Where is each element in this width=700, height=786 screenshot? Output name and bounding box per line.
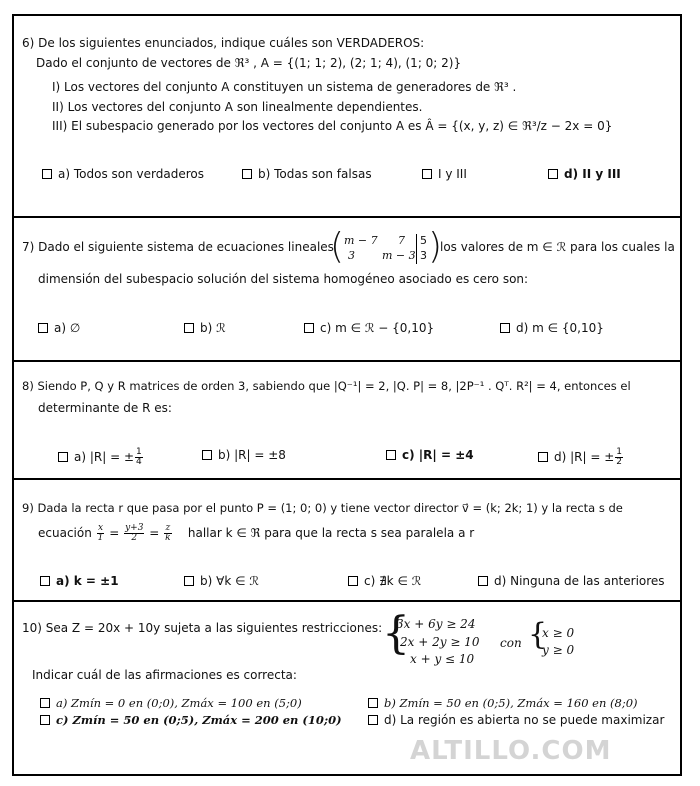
q10-option-b[interactable]: b) Zmín = 50 en (0;5), Zmáx = 160 en (8;0) (368, 696, 638, 710)
checkbox-icon[interactable] (42, 169, 52, 179)
matrix-cell: m − 7 (344, 234, 378, 247)
checkbox-icon[interactable] (58, 452, 68, 462)
constraint-1: 3x + 6y ≥ 24 (396, 617, 476, 631)
q9-option-b[interactable]: b) ∀k ∈ ℛ (184, 574, 259, 588)
q6-statement-1: I) Los vectores del conjunto A constituyen un sistema de generadores de ℜ³ . (52, 80, 517, 94)
q7-option-b[interactable]: b) ℛ (184, 321, 226, 335)
q10-option-a[interactable]: a) Zmín = 0 en (0;0), Zmáx = 100 en (5;0) (40, 696, 302, 710)
matrix-bar (416, 234, 417, 264)
q10-option-d[interactable]: d) La región es abierta no se puede maximizar (368, 713, 664, 727)
checkbox-icon[interactable] (242, 169, 252, 179)
checkbox-icon[interactable] (348, 576, 358, 586)
q6-statement-2: II) Los vectores del conjunto A son linealmente dependientes. (52, 100, 423, 114)
checkbox-icon[interactable] (184, 323, 194, 333)
q10-prompt: Indicar cuál de las afirmaciones es correcta: (32, 668, 297, 682)
checkbox-icon[interactable] (386, 450, 396, 460)
q8-option-c[interactable]: c) |R| = ±4 (386, 448, 474, 462)
q8-stem-b: determinante de R es: (38, 401, 172, 415)
checkbox-icon[interactable] (40, 715, 50, 725)
question-6-box (12, 14, 682, 218)
q8-option-a[interactable]: a) |R| = ± $\frac{1}{4}$ (58, 448, 144, 467)
checkbox-icon[interactable] (368, 715, 378, 725)
fraction: $\frac{y+3}{2}$ (125, 523, 144, 543)
matrix-cell: 3 (348, 249, 355, 262)
q10-stem: 10) Sea Z = 20x + 10y sujeta a las siguientes restricciones: (22, 621, 383, 635)
checkbox-icon[interactable] (304, 323, 314, 333)
left-brace: { (382, 608, 410, 659)
con-label: con (500, 636, 522, 650)
question-7-box (12, 216, 682, 362)
question-10-box (12, 600, 682, 776)
checkbox-icon[interactable] (202, 450, 212, 460)
checkbox-icon[interactable] (40, 576, 50, 586)
left-brace-small: { (528, 617, 548, 652)
nonneg-x: x ≥ 0 (542, 626, 575, 640)
fraction: $\frac{z}{k}$ (165, 523, 171, 543)
q8-stem-a: 8) Siendo P, Q y R matrices de orden 3, sabiendo que |Q⁻¹| = 2, |Q. P| = 8, |2P⁻¹ . Qᵀ. R²| = 4, entonces el (22, 379, 631, 393)
matrix-cell: 3 (420, 249, 427, 262)
q8-option-b[interactable]: b) |R| = ±8 (202, 448, 286, 462)
q6-option-c[interactable]: I y III (422, 167, 467, 181)
fraction: $\frac{x}{1}$ (97, 523, 104, 543)
q8-option-d[interactable]: d) |R| = ± $\frac{1}{2}$ (538, 448, 624, 467)
q9-stem-b: ecuación $\frac{x}{1}$ = $\frac{y+3}{2}$ = $\frac{z}{k}$ hallar k ∈ ℜ para que la recta s sea paralela a r (38, 523, 475, 543)
q7-stem-c: dimensión del subespacio solución del sistema homogéneo asociado es cero son: (38, 272, 529, 286)
question-8-box (12, 360, 682, 480)
fraction: $\frac{1}{4}$ (136, 447, 142, 467)
checkbox-icon[interactable] (478, 576, 488, 586)
q6-option-b[interactable]: b) Todas son falsas (242, 167, 372, 181)
q6-option-d[interactable]: d) II y III (548, 167, 621, 181)
q9-option-a[interactable]: a) k = ±1 (40, 574, 119, 588)
q7-stem-b: los valores de m ∈ ℛ para los cuales la (440, 240, 675, 254)
checkbox-icon[interactable] (40, 698, 50, 708)
checkbox-icon[interactable] (184, 576, 194, 586)
left-paren: ( (330, 226, 345, 267)
q9-option-d[interactable]: d) Ninguna de las anteriores (478, 574, 665, 588)
q6-given: Dado el conjunto de vectores de ℜ³ , A = {(1; 1; 2), (2; 1; 4), (1; 0; 2)} (36, 56, 462, 70)
checkbox-icon[interactable] (548, 169, 558, 179)
q7-stem-a: 7) Dado el siguiente sistema de ecuaciones lineales (22, 240, 334, 254)
checkbox-icon[interactable] (368, 698, 378, 708)
matrix-cell: m − 3 (382, 249, 416, 262)
constraint-2: 2x + 2y ≥ 10 (400, 635, 480, 649)
q6-statement-3: III) El subespacio generado por los vectores del conjunto A es Â = {(x, y, z) ∈ ℜ³/z − 2x = 0} (52, 119, 613, 133)
q6-option-a[interactable]: a) Todos son verdaderos (42, 167, 204, 181)
matrix-cell: 5 (420, 234, 427, 247)
checkbox-icon[interactable] (38, 323, 48, 333)
question-9-box (12, 478, 682, 602)
constraint-3: x + y ≤ 10 (410, 652, 475, 666)
q7-option-d[interactable]: d) m ∈ {0,10} (500, 321, 604, 335)
q6-stem: 6) De los siguientes enunciados, indique cuáles son VERDADEROS: (22, 36, 425, 50)
fraction: $\frac{1}{2}$ (616, 447, 623, 467)
right-paren: ) (428, 226, 443, 267)
q7-option-a[interactable]: a) ∅ (38, 321, 80, 335)
checkbox-icon[interactable] (422, 169, 432, 179)
checkbox-icon[interactable] (538, 452, 548, 462)
checkbox-icon[interactable] (500, 323, 510, 333)
q7-option-c[interactable]: c) m ∈ ℛ − {0,10} (304, 321, 434, 335)
watermark: ALTILLO.COM (410, 736, 612, 766)
q9-option-c[interactable]: c) ∄k ∈ ℛ (348, 574, 421, 588)
matrix-cell: 7 (398, 234, 405, 247)
q10-option-c[interactable]: c) Zmín = 50 en (0;5), Zmáx = 200 en (10;0) (40, 713, 342, 727)
q9-stem-a: 9) Dada la recta r que pasa por el punto P = (1; 0; 0) y tiene vector director v⃗ = (k; 2k; 1) y la recta s de (22, 501, 623, 515)
nonneg-y: y ≥ 0 (542, 643, 575, 657)
